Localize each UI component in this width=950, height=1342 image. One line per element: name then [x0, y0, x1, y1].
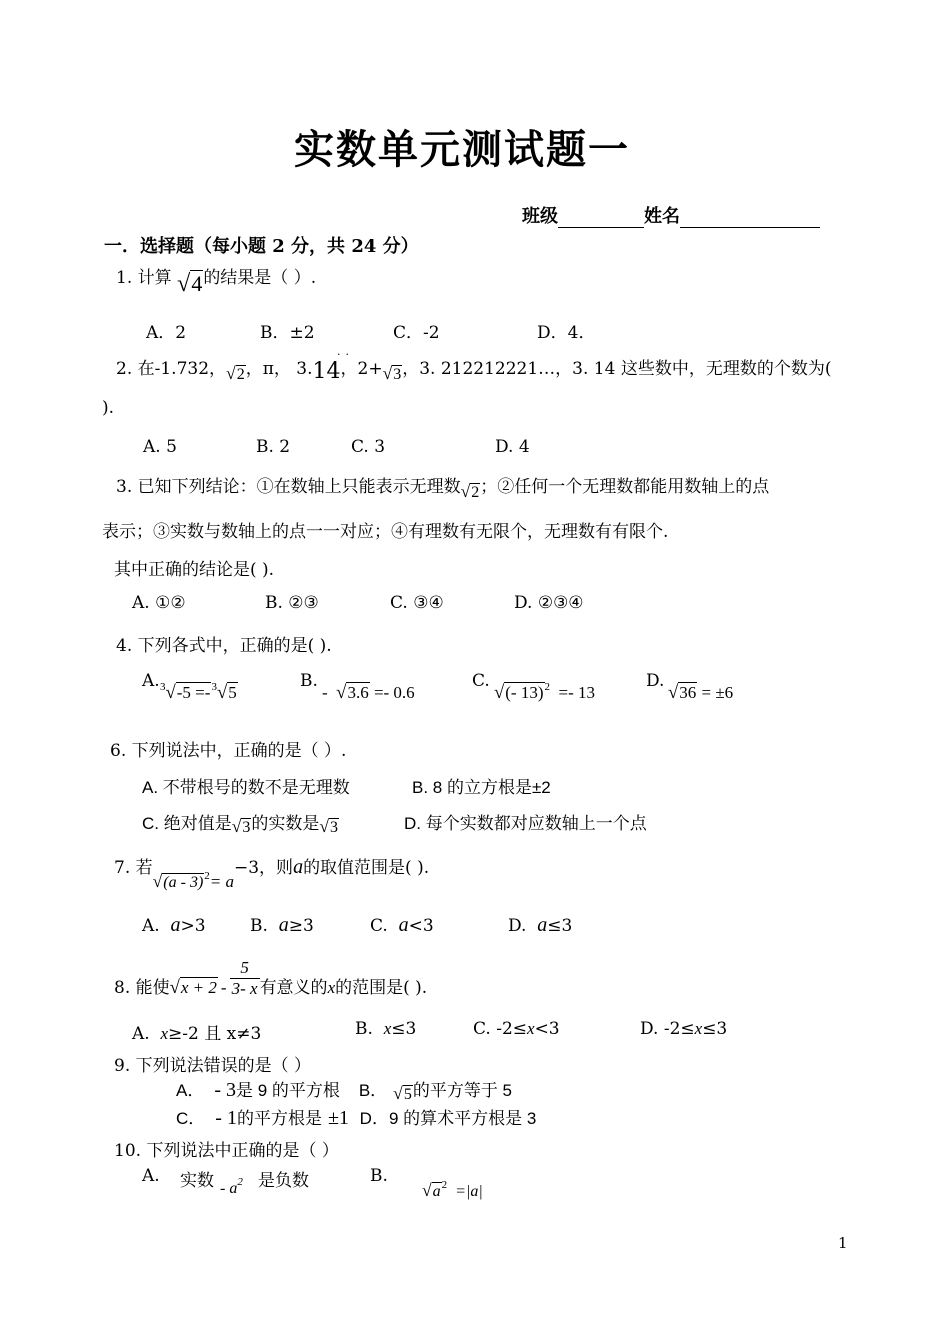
sqrt-3: √3 [319, 816, 339, 836]
sqrt-3: √3 [231, 816, 251, 836]
q10-label-a: A. [142, 1166, 160, 1186]
class-blank[interactable] [558, 207, 644, 228]
sqrt-x-plus-2: √x + 2 [169, 977, 217, 998]
q8-option-a: A. x≥-2 且 x≠3 [132, 1024, 262, 1044]
q10-a-text2: 是负数 [258, 1171, 309, 1191]
q10-a-text1: 实数 [180, 1171, 214, 1191]
q3-option-d: D. ②③④ [514, 593, 584, 613]
name-label: 姓名 [644, 206, 680, 227]
q1-option-a: A．2 [146, 323, 187, 343]
q10-label-b: B. [370, 1166, 388, 1186]
q8-option-b: B. x≤3 [355, 1019, 417, 1039]
q4-label-d: D. [646, 671, 665, 691]
sqrt-4: √4 [177, 270, 203, 297]
q1-stem-end: 的结果是（ ）. [203, 268, 317, 288]
sqrt-2: √2 [226, 363, 245, 383]
q9-options-cd: C． - 1的平方根是 ±1 D．9 的算术平方根是 3 [176, 1107, 537, 1129]
q3-line-3: 其中正确的结论是( ). [114, 560, 275, 580]
class-label: 班级 [522, 206, 558, 227]
q4-expr-c: √(- 13)$^2$ =- 13 [494, 681, 595, 703]
q1-option-d: D．4． [537, 323, 596, 343]
q2-option-c: C. 3 [351, 437, 386, 457]
question-6: 6. 下列说法中，正确的是（ ）. [110, 741, 347, 761]
question-4: 4. 下列各式中，正确的是( ). [116, 636, 332, 656]
q1-stem: 1. 计算 [116, 268, 172, 288]
q9-options-ab: A． - 3是 9 的平方根 B． √5的平方等于 5 [176, 1079, 513, 1103]
q7-option-d: D. a≤3 [508, 914, 573, 936]
fraction-5-over-3-minus-x: $\frac{5}{3- x}$ [231, 958, 258, 998]
q4-label-a: A. [142, 671, 160, 691]
name-blank[interactable] [680, 207, 820, 228]
question-8: 8. 能使√x + 2 - $\frac{5}{3- x}$ 有意义的x的范围是( ). [114, 958, 428, 998]
question-9: 9. 下列说法错误的是（ ） [114, 1056, 312, 1076]
question-2: 2. 在-1.732，√2，π， 3.14，2+√3，3. 212212221…，3. 14 这些数中，无理数的个数为( [116, 359, 832, 384]
q3-option-c: C. ③④ [390, 593, 444, 613]
q7-option-c: C. a<3 [370, 914, 434, 936]
q4-label-b: B. [300, 671, 318, 691]
q8-option-c: C. -2≤x<3 [473, 1019, 560, 1039]
q4-expr-a: $^3$√-5 =-$^3$√5 [160, 681, 237, 703]
question-3: 3. 已知下列结论：①在数轴上只能表示无理数√2；②任何一个无理数都能用数轴上的点 [116, 477, 770, 501]
q6-option-d: D. 每个实数都对应数轴上一个点 [404, 814, 647, 833]
question-1 [116, 262, 317, 297]
sqrt-3: √3 [382, 363, 402, 383]
q7-radical: √(a - 3)$^2$ [152, 870, 210, 891]
q10-b-expr: $√a^2 =|a|$ [422, 1179, 483, 1200]
q1-option-b: B．±2 [260, 323, 315, 343]
q3-line-2: 表示；③实数与数轴上的点一一对应；④有理数有无限个，无理数有有限个. [102, 522, 669, 542]
section-heading: 一．选择题（每小题 2 分，共 24 分） [104, 236, 419, 257]
question-10: 10. 下列说法中正确的是（ ） [114, 1141, 339, 1161]
q8-option-d: D. -2≤x≤3 [640, 1019, 728, 1039]
q2-option-d: D. 4 [495, 437, 530, 457]
q10-a-expr: - $a^2$ [220, 1176, 243, 1197]
repeat-dots: ·· [337, 348, 354, 361]
q1-option-c: C．-2 [393, 323, 440, 343]
q4-label-c: C. [472, 671, 490, 691]
q3-option-b: B. ②③ [265, 593, 319, 613]
q4-expr-b: - √3.6 =- 0.6 [322, 682, 415, 703]
q6-option-b: B. 8 的立方根是±2 [412, 778, 551, 797]
page-number: 1 [838, 1234, 848, 1252]
q4-expr-d: √36 = ±6 [668, 682, 734, 703]
q2-option-a: A. 5 [143, 437, 177, 457]
q6-option-c: C. 绝对值是√3的实数是√3 [142, 814, 339, 836]
repeating-decimal: 14 [312, 359, 341, 384]
page-title: 实数单元测试题一 [294, 126, 630, 173]
class-name-line [522, 202, 820, 228]
q7-option-a: A. a>3 [142, 914, 206, 936]
sqrt-5: √5 [393, 1083, 412, 1103]
q6-option-a: A. 不带根号的数不是无理数 [142, 778, 350, 797]
sqrt-2: √2 [460, 481, 480, 501]
question-7: 7. 若√(a - 3)$^2$= a−3，则a的取值范围是( ). [114, 856, 430, 891]
q2-stem-end: ). [102, 398, 115, 418]
q2-option-b: B. 2 [256, 437, 291, 457]
q3-option-a: A. ①② [132, 593, 186, 613]
q7-option-b: B. a≥3 [250, 914, 314, 936]
